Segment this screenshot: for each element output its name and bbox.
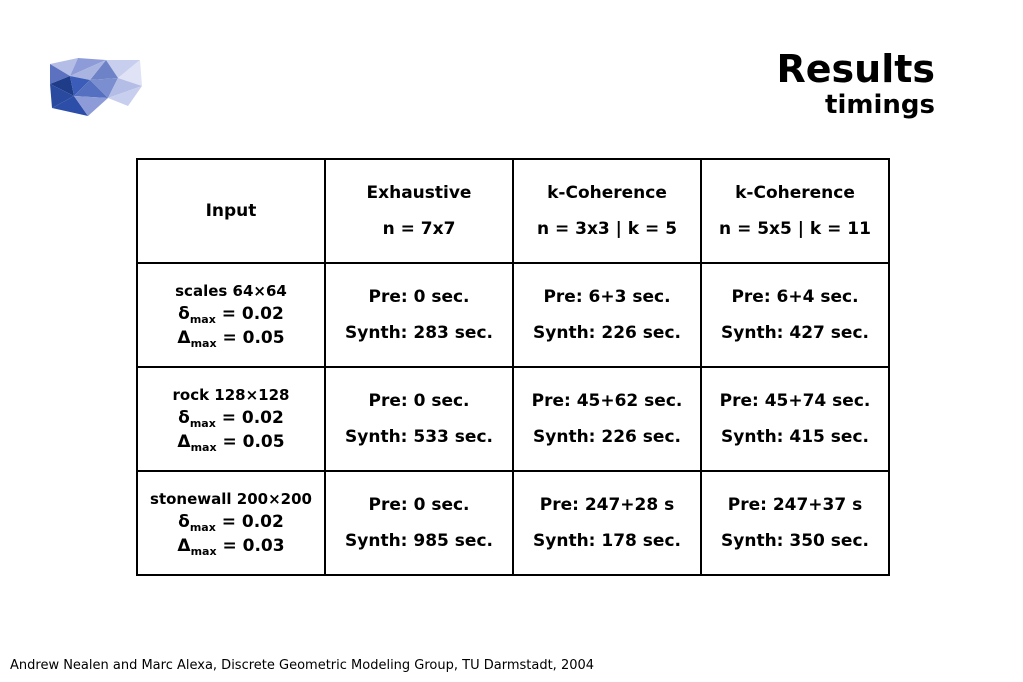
header-method-name: Exhaustive (366, 183, 472, 203)
synth-time: Synth: 985 sec. (345, 531, 493, 551)
pre-time: Pre: 0 sec. (368, 287, 470, 307)
delta-param: $\delta_{max} = 0.02$ (178, 304, 284, 326)
header-input (137, 159, 325, 263)
synth-time: Synth: 350 sec. (721, 531, 869, 551)
header-method-name: k-Coherence (547, 183, 667, 203)
header-method (325, 159, 513, 263)
input-name: scales 64×64 (175, 282, 287, 300)
pre-time: Pre: 45+74 sec. (719, 391, 871, 411)
table-row (137, 263, 889, 367)
input-cell (137, 367, 325, 471)
timing-cell (513, 471, 701, 575)
Delta-param: $\Delta_{max} = 0.03$ (177, 536, 285, 558)
table-header-row (137, 159, 889, 263)
Delta-param: $\Delta_{max} = 0.05$ (177, 432, 285, 454)
delta-param: $\delta_{max} = 0.02$ (178, 408, 284, 430)
header-method (513, 159, 701, 263)
timing-cell (325, 471, 513, 575)
input-name: rock 128×128 (172, 386, 290, 404)
pre-time: Pre: 247+28 s (539, 495, 675, 515)
synth-time: Synth: 283 sec. (345, 323, 493, 343)
pre-time: Pre: 6+4 sec. (731, 287, 859, 307)
timing-cell (325, 367, 513, 471)
title-block (776, 48, 935, 120)
pre-time: Pre: 6+3 sec. (543, 287, 671, 307)
input-cell (137, 471, 325, 575)
synth-time: Synth: 226 sec. (533, 323, 681, 343)
delta-param: $\delta_{max} = 0.02$ (178, 512, 284, 534)
timing-cell (513, 367, 701, 471)
table-row (137, 471, 889, 575)
synth-time: Synth: 178 sec. (533, 531, 681, 551)
results-table (136, 158, 890, 576)
header-method-name: k-Coherence (735, 183, 855, 203)
input-cell (137, 263, 325, 367)
header-method (701, 159, 889, 263)
tu-darmstadt-logo-icon (48, 54, 144, 120)
page-subtitle: timings (825, 90, 935, 120)
timing-cell (701, 263, 889, 367)
synth-time: Synth: 226 sec. (533, 427, 681, 447)
Delta-param: $\Delta_{max} = 0.05$ (177, 328, 285, 350)
header-method-param: n = 7x7 (382, 219, 456, 239)
page-title: Results (776, 47, 935, 91)
pre-time: Pre: 247+37 s (727, 495, 863, 515)
synth-time: Synth: 533 sec. (345, 427, 493, 447)
timing-cell (701, 367, 889, 471)
pre-time: Pre: 0 sec. (368, 391, 470, 411)
header-input-label: Input (205, 201, 257, 221)
pre-time: Pre: 0 sec. (368, 495, 470, 515)
footer-credit: Andrew Nealen and Marc Alexa, Discrete Geometric Modeling Group, TU Darmstadt, 2004 (10, 658, 595, 673)
timing-cell (701, 471, 889, 575)
timing-cell (513, 263, 701, 367)
header-method-param: n = 5x5 | k = 11 (719, 219, 871, 239)
table-row (137, 367, 889, 471)
pre-time: Pre: 45+62 sec. (531, 391, 683, 411)
input-name: stonewall 200×200 (150, 490, 312, 508)
synth-time: Synth: 415 sec. (721, 427, 869, 447)
timing-cell (325, 263, 513, 367)
header-method-param: n = 3x3 | k = 5 (536, 219, 678, 239)
synth-time: Synth: 427 sec. (721, 323, 869, 343)
